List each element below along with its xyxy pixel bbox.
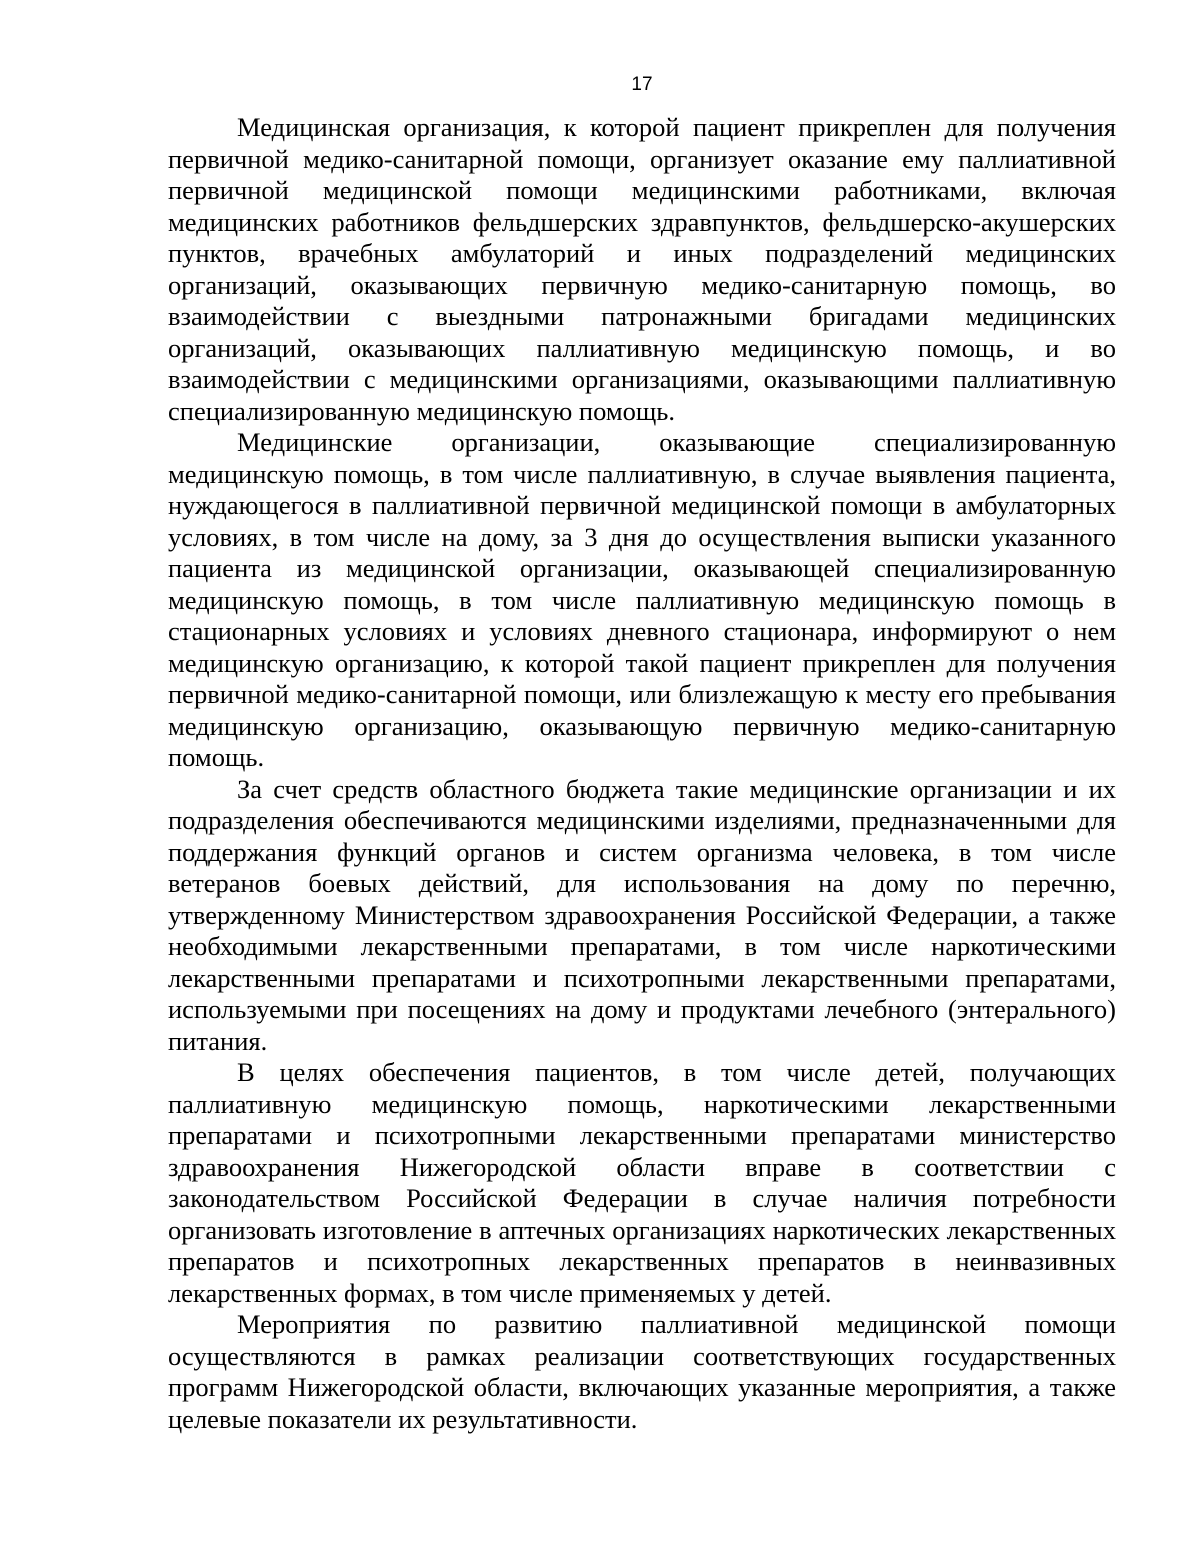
page-number: 17	[631, 74, 653, 95]
paragraph-patient-discharge-notification: Медицинские организации, оказывающие специализированную медицинскую помощь, в том числе паллиативную, в случае выявления пациента, нуждающегося в паллиативной первичной медицинской помощи в амбулаторных условиях, в том числе на дому, за 3 дня до осуществления выписки указанного пациента из медицинской организации, оказывающей специализированную медицинскую помощь, в том числе паллиативную медицинскую помощь в стационарных условиях и условиях дневного стационара, информируют о нем медицинскую организацию, к которой такой пациент прикреплен для получения первичной медико-санитарной помощи, или близлежащую к месту его пребывания медицинскую организацию, оказывающую первичную медико-санитарную помощь.	[168, 427, 1116, 772]
body-text	[168, 112, 1116, 1435]
paragraph-narcotic-drugs-manufacturing: В целях обеспечения пациентов, в том числе детей, получающих паллиативную медицинскую помощь, наркотическими лекарственными препаратами и психотропными лекарственными препаратами министерство здравоохранения Нижегородской области вправе в соответствии с законодательством Российской Федерации в случае наличия потребности организовать изготовление в аптечных организациях наркотических лекарственных препаратов и психотропных лекарственных препаратов в неинвазивных лекарственных формах, в том числе применяемых у детей.	[168, 1057, 1116, 1308]
paragraph-palliative-primary-care: Медицинская организация, к которой пациент прикреплен для получения первичной медико-санитарной помощи, организует оказание ему паллиативной первичной медицинской помощи медицинскими работниками, включая медицинских работников фельдшерских здравпунктов, фельдшерско-акушерских пунктов, врачебных амбулаторий и иных подразделений медицинских организаций, оказывающих первичную медико-санитарную помощь, во взаимодействии с выездными патронажными бригадами медицинских организаций, оказывающих паллиативную медицинскую помощь, и во взаимодействии с медицинскими организациями, оказывающими паллиативную специализированную медицинскую помощь.	[168, 112, 1116, 426]
paragraph-regional-budget-provision: За счет средств областного бюджета такие медицинские организации и их подразделения обеспечиваются медицинскими изделиями, предназначенными для поддержания функций органов и систем организма человека, в том числе ветеранов боевых действий, для использования на дому по перечню, утвержденному Министерством здравоохранения Российской Федерации, а также необходимыми лекарственными препаратами, в том числе наркотическими лекарственными препаратами и психотропными лекарственными препаратами, используемыми при посещениях на дому и продуктами лечебного (энтерального) питания.	[168, 773, 1116, 1056]
paragraph-development-programs: Мероприятия по развитию паллиативной медицинской помощи осуществляются в рамках реализации соответствующих государственных программ Нижегородской области, включающих указанные мероприятия, а также целевые показатели их результативности.	[168, 1309, 1116, 1434]
